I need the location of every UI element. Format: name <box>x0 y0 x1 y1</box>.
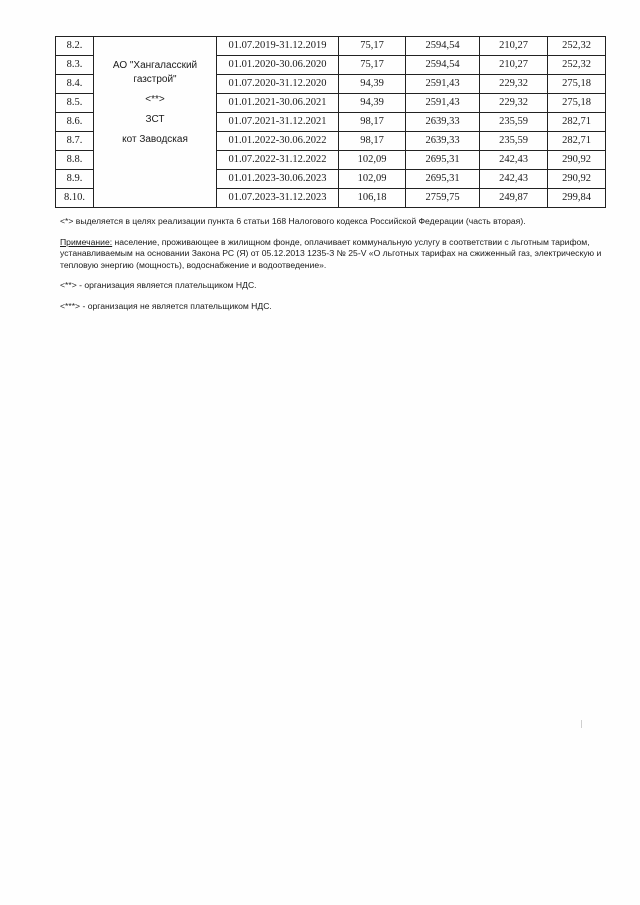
organization-location: кот Заводская <box>122 134 188 145</box>
vat-payer-footnote: <**> - организация является плательщиком НДС. <box>60 280 257 290</box>
value-cell-2: 2639,33 <box>406 132 480 151</box>
value-cell-4: 252,32 <box>548 37 606 56</box>
row-number: 8.10. <box>56 189 94 208</box>
value-cell-4: 290,92 <box>548 170 606 189</box>
value-cell-1: 102,09 <box>339 151 406 170</box>
value-cell-1: 94,39 <box>339 75 406 94</box>
organization-name-line1: АО "Хангаласский <box>112 60 198 71</box>
period-cell: 01.07.2022-31.12.2022 <box>217 151 339 170</box>
remark-paragraph <box>60 237 608 272</box>
value-cell-2: 2594,54 <box>406 56 480 75</box>
value-cell-2: 2759,75 <box>406 189 480 208</box>
period-cell: 01.01.2020-30.06.2020 <box>217 56 339 75</box>
period-cell: 01.07.2021-31.12.2021 <box>217 113 339 132</box>
organization-note-mark: <**> <box>145 94 165 105</box>
value-cell-3: 210,27 <box>480 56 548 75</box>
value-cell-2: 2594,54 <box>406 37 480 56</box>
value-cell-1: 75,17 <box>339 56 406 75</box>
value-cell-3: 242,43 <box>480 151 548 170</box>
value-cell-2: 2591,43 <box>406 75 480 94</box>
value-cell-3: 229,32 <box>480 75 548 94</box>
tariff-table-body <box>56 37 606 208</box>
organization-name-line2: газстрой" <box>133 74 177 85</box>
tariff-table <box>55 36 606 208</box>
value-cell-4: 299,84 <box>548 189 606 208</box>
value-cell-2: 2695,31 <box>406 151 480 170</box>
period-cell: 01.07.2020-31.12.2020 <box>217 75 339 94</box>
value-cell-1: 98,17 <box>339 132 406 151</box>
value-cell-3: 235,59 <box>480 132 548 151</box>
row-number: 8.5. <box>56 94 94 113</box>
value-cell-4: 290,92 <box>548 151 606 170</box>
value-cell-4: 275,18 <box>548 75 606 94</box>
row-number: 8.2. <box>56 37 94 56</box>
value-cell-3: 242,43 <box>480 170 548 189</box>
value-cell-4: 252,32 <box>548 56 606 75</box>
remark-label: Примечание: <box>60 236 113 247</box>
value-cell-3: 229,32 <box>480 94 548 113</box>
value-cell-1: 98,17 <box>339 113 406 132</box>
period-cell: 01.01.2021-30.06.2021 <box>217 94 339 113</box>
value-cell-3: 235,59 <box>480 113 548 132</box>
value-cell-3: 210,27 <box>480 37 548 56</box>
scan-artifact <box>581 720 582 728</box>
value-cell-3: 249,87 <box>480 189 548 208</box>
value-cell-1: 94,39 <box>339 94 406 113</box>
period-cell: 01.07.2019-31.12.2019 <box>217 37 339 56</box>
value-cell-1: 102,09 <box>339 170 406 189</box>
value-cell-2: 2591,43 <box>406 94 480 113</box>
organization-cell <box>94 37 217 208</box>
row-number: 8.6. <box>56 113 94 132</box>
value-cell-1: 75,17 <box>339 37 406 56</box>
organization-type: ЗСТ <box>145 114 165 125</box>
value-cell-1: 106,18 <box>339 189 406 208</box>
row-number: 8.7. <box>56 132 94 151</box>
table-row <box>56 37 606 56</box>
value-cell-4: 282,71 <box>548 132 606 151</box>
period-cell: 01.01.2022-30.06.2022 <box>217 132 339 151</box>
remark-text: население, проживающее в жилищном фонде, оплачивает коммунальную услугу в соответствии с льготным тарифом, устанавливаемым на основании Закона РС (Я) от 05.12.2013 1235-З № 25-V «О льготных тарифах на сжиженный газ, электрическую и тепловую энергию (мощность), водоснабжение и водоотведение». <box>60 236 602 270</box>
period-cell: 01.01.2023-30.06.2023 <box>217 170 339 189</box>
row-number: 8.8. <box>56 151 94 170</box>
period-cell: 01.07.2023-31.12.2023 <box>217 189 339 208</box>
value-cell-4: 275,18 <box>548 94 606 113</box>
value-cell-4: 282,71 <box>548 113 606 132</box>
value-cell-2: 2639,33 <box>406 113 480 132</box>
row-number: 8.4. <box>56 75 94 94</box>
value-cell-2: 2695,31 <box>406 170 480 189</box>
vat-non-payer-footnote: <***> - организация не является плательщиком НДС. <box>60 300 272 311</box>
footnotes <box>60 216 608 321</box>
row-number: 8.9. <box>56 170 94 189</box>
vat-footnote: <*> выделяется в целях реализации пункта 6 статьи 168 Налогового кодекса Российской Федерации (часть вторая). <box>60 216 526 226</box>
row-number: 8.3. <box>56 56 94 75</box>
